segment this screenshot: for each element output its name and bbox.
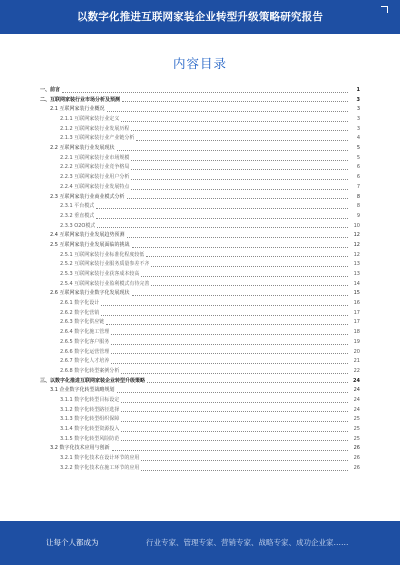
toc-leader-dots — [121, 440, 348, 441]
toc-entry-label: 2.4 互联网家装行业发展趋势预测 — [50, 232, 125, 239]
toc-entry[interactable] — [40, 260, 360, 270]
toc-title: 内容目录 — [172, 56, 227, 71]
toc-entry-label: 2.6.2 数字化营销 — [60, 309, 100, 316]
toc-entry-page: 9 — [356, 212, 360, 219]
toc-leader-dots — [111, 363, 348, 364]
toc-entry[interactable] — [40, 367, 360, 377]
toc-entry-page: 3 — [356, 116, 360, 123]
toc-leader-dots — [121, 421, 348, 422]
toc-entry[interactable] — [40, 173, 360, 183]
toc-entry-label: 3.1.5 数字化转型风险防范 — [60, 435, 120, 442]
toc-entry-page: 19 — [353, 338, 360, 345]
toc-leader-dots — [147, 382, 348, 383]
toc-entry-label: 2.1.2 互联网家装行业发展历程 — [60, 125, 130, 132]
toc-entry-label: 2.6.3 数字化供应链 — [60, 319, 105, 326]
toc-entry[interactable] — [40, 357, 360, 367]
toc-leader-dots — [141, 276, 348, 277]
report-header-bar — [0, 0, 400, 34]
toc-leader-dots — [101, 305, 348, 306]
toc-entry-page: 25 — [353, 426, 360, 433]
toc-entry-label: 2.1.1 互联网家装行业定义 — [60, 116, 120, 123]
toc-entry-label: 三、以数字化推进互联网家装企业转型升级策略 — [40, 377, 146, 384]
toc-entry-label: 2.2.1 互联网家装行业市场规模 — [60, 154, 130, 161]
toc-entry[interactable] — [40, 319, 360, 329]
toc-entry-label: 2.5.4 互联网家装行业盈利模式有待完善 — [60, 280, 150, 287]
toc-entry[interactable] — [40, 406, 360, 416]
footer-roles: 行业专家、管理专家、营销专家、战略专家、成功企业家…… — [146, 538, 349, 547]
toc-entry-page: 13 — [353, 261, 360, 268]
toc-leader-dots — [96, 218, 348, 219]
toc-leader-dots — [131, 160, 348, 161]
toc-entry-label: 3.1.3 数字化转型组织保障 — [60, 416, 120, 423]
toc-entry-label: 3.2 数字化技术应用与创新 — [50, 445, 110, 452]
toc-leader-dots — [96, 208, 348, 209]
toc-entry[interactable] — [40, 309, 360, 319]
toc-entry[interactable] — [40, 125, 360, 135]
table-of-contents — [40, 86, 360, 512]
toc-entry-page: 6 — [356, 164, 360, 171]
toc-leader-dots — [62, 92, 348, 93]
toc-entry[interactable] — [40, 183, 360, 193]
toc-entry-label: 2.1 互联网家装行业概况 — [50, 106, 105, 113]
toc-entry-page: 26 — [353, 464, 360, 471]
toc-entry[interactable] — [40, 115, 360, 125]
toc-entry-page: 5 — [356, 154, 360, 161]
toc-leader-dots — [101, 315, 348, 316]
toc-leader-dots — [151, 285, 348, 286]
toc-leader-dots — [117, 392, 348, 393]
toc-entry-page: 18 — [353, 329, 360, 336]
toc-entry[interactable] — [40, 134, 360, 144]
toc-entry-label: 一、前言 — [40, 86, 61, 93]
toc-entry[interactable] — [40, 251, 360, 261]
toc-entry[interactable] — [40, 280, 360, 290]
toc-leader-dots — [121, 373, 348, 374]
toc-entry[interactable] — [40, 105, 360, 115]
toc-leader-dots — [122, 101, 348, 102]
toc-leader-dots — [97, 227, 348, 228]
toc-entry-label: 2.2 互联网家装行业发展现状 — [50, 145, 115, 152]
toc-entry-page: 10 — [353, 222, 360, 229]
toc-leader-dots — [141, 460, 348, 461]
toc-entry-page: 24 — [353, 406, 360, 413]
report-title: 以数字化推进互联网家装企业转型升级策略研究报告 — [76, 11, 324, 23]
toc-entry[interactable] — [40, 289, 360, 299]
toc-entry-page: 8 — [356, 193, 360, 200]
toc-entry-label: 2.6.4 数字化施工管理 — [60, 329, 110, 336]
toc-entry[interactable] — [40, 444, 360, 454]
toc-entry-page: 8 — [356, 203, 360, 210]
toc-entry-label: 2.1.3 互联网家装行业产业链分析 — [60, 135, 135, 142]
toc-entry[interactable] — [40, 377, 360, 387]
toc-leader-dots — [131, 179, 348, 180]
toc-leader-dots — [121, 431, 348, 432]
toc-entry[interactable] — [40, 154, 360, 164]
toc-leader-dots — [112, 450, 348, 451]
toc-entry[interactable] — [40, 96, 360, 106]
toc-entry-label: 2.6 互联网家装行业数字化发展现状 — [50, 290, 130, 297]
toc-leader-dots — [131, 130, 348, 131]
toc-entry[interactable] — [40, 348, 360, 358]
toc-leader-dots — [106, 324, 348, 325]
toc-entry-page: 26 — [353, 445, 360, 452]
toc-leader-dots — [121, 402, 348, 403]
toc-entry-page: 20 — [353, 348, 360, 355]
toc-entry[interactable] — [40, 328, 360, 338]
toc-entry-label: 2.2.3 互联网家装行业用户分析 — [60, 174, 130, 181]
toc-leader-dots — [151, 266, 348, 267]
toc-leader-dots — [111, 353, 348, 354]
toc-entry-page: 3 — [356, 125, 360, 132]
toc-entry-label: 3.1.4 数字化转型资源投入 — [60, 426, 120, 433]
toc-leader-dots — [117, 150, 348, 151]
toc-entry-page: 16 — [353, 300, 360, 307]
toc-leader-dots — [131, 169, 348, 170]
toc-entry[interactable] — [40, 212, 360, 222]
toc-entry-label: 3.1.1 数字化转型目标设定 — [60, 396, 120, 403]
toc-entry-page: 22 — [353, 367, 360, 374]
toc-entry-label: 2.3 互联网家装行业商业模式分析 — [50, 193, 125, 200]
toc-leader-dots — [146, 256, 348, 257]
toc-leader-dots — [111, 344, 348, 345]
toc-entry[interactable] — [40, 435, 360, 445]
toc-entry-page: 26 — [353, 455, 360, 462]
toc-entry-label: 2.6.8 数字化转型案例分析 — [60, 367, 120, 374]
toc-entry-page: 13 — [353, 271, 360, 278]
toc-entry[interactable] — [40, 231, 360, 241]
toc-leader-dots — [132, 247, 348, 248]
toc-entry-label: 3.1.2 数字化转型路径选择 — [60, 406, 120, 413]
toc-leader-dots — [136, 140, 348, 141]
toc-entry[interactable] — [40, 396, 360, 406]
toc-entry[interactable] — [40, 164, 360, 174]
toc-entry-page: 21 — [353, 358, 360, 365]
toc-entry-page: 15 — [353, 290, 360, 297]
toc-leader-dots — [127, 198, 348, 199]
toc-entry-page: 12 — [353, 251, 360, 258]
toc-entry[interactable] — [40, 222, 360, 232]
toc-entry-page: 25 — [353, 416, 360, 423]
toc-entry-label: 2.5.1 互联网家装行业标准化程度较低 — [60, 251, 145, 258]
toc-entry[interactable] — [40, 299, 360, 309]
toc-entry-page: 7 — [356, 183, 360, 190]
toc-entry-page: 25 — [353, 435, 360, 442]
toc-leader-dots — [127, 237, 348, 238]
toc-entry-label: 2.6.5 数字化客户服务 — [60, 338, 110, 345]
toc-entry-page: 12 — [353, 241, 360, 248]
toc-entry-label: 2.6.1 数字化设计 — [60, 300, 100, 307]
toc-entry-page: 12 — [353, 232, 360, 239]
toc-entry-label: 3.2.1 数字化技术在设计环节的应用 — [60, 455, 140, 462]
toc-leader-dots — [111, 334, 348, 335]
toc-entry-label: 2.3.2 垂直模式 — [60, 212, 95, 219]
toc-entry-label: 二、互联网家装行业市场分析及预测 — [40, 96, 121, 103]
toc-entry[interactable] — [40, 202, 360, 212]
toc-entry-label: 2.6.6 数字化运营管理 — [60, 348, 110, 355]
toc-entry[interactable] — [40, 144, 360, 154]
toc-leader-dots — [132, 295, 348, 296]
toc-entry[interactable] — [40, 464, 360, 474]
toc-entry-label: 2.3.1 平台模式 — [60, 203, 95, 210]
toc-entry-label: 2.5.2 互联网家装行业服务质量参差不齐 — [60, 261, 150, 268]
toc-entry[interactable] — [40, 338, 360, 348]
toc-entry-page: 5 — [356, 145, 360, 152]
toc-entry-page: 24 — [353, 377, 360, 384]
toc-entry-label: 3.2.2 数字化技术在施工环节的应用 — [60, 464, 140, 471]
toc-entry[interactable] — [40, 193, 360, 203]
toc-entry[interactable] — [40, 241, 360, 251]
toc-entry-page: 17 — [353, 309, 360, 316]
toc-entry-label: 3.1 企业数字化转型战略规划 — [50, 387, 115, 394]
toc-entry-page: 24 — [353, 387, 360, 394]
toc-leader-dots — [107, 111, 348, 112]
toc-entry-page: 17 — [353, 319, 360, 326]
toc-entry[interactable] — [40, 270, 360, 280]
toc-entry[interactable] — [40, 86, 360, 96]
toc-leader-dots — [131, 189, 348, 190]
toc-entry-label: 2.6.7 数字化人才培养 — [60, 358, 110, 365]
toc-entry-label: 2.2.4 互联网家装行业发展特点 — [60, 183, 130, 190]
toc-entry-label: 2.5.3 互联网家装行业获客成本较高 — [60, 271, 140, 278]
report-footer-bar — [0, 521, 400, 565]
corner-mark-icon — [381, 6, 388, 13]
toc-entry[interactable] — [40, 415, 360, 425]
toc-entry-page: 14 — [353, 280, 360, 287]
toc-entry[interactable] — [40, 454, 360, 464]
toc-entry-page: 6 — [356, 174, 360, 181]
toc-leader-dots — [141, 470, 348, 471]
toc-entry-page: 24 — [353, 396, 360, 403]
toc-entry[interactable] — [40, 386, 360, 396]
toc-entry-page: 1 — [356, 86, 360, 93]
footer-slogan: 让每个人都成为 — [46, 538, 99, 547]
toc-entry-page: 4 — [356, 135, 360, 142]
toc-entry-page: 3 — [356, 106, 360, 113]
toc-entry-page: 3 — [356, 96, 360, 103]
toc-leader-dots — [121, 411, 348, 412]
toc-entry-label: 2.2.2 互联网家装行业竞争格局 — [60, 164, 130, 171]
toc-entry-label: 2.5 互联网家装行业发展面临的挑战 — [50, 241, 130, 248]
toc-entry[interactable] — [40, 425, 360, 435]
toc-leader-dots — [121, 121, 348, 122]
toc-entry-label: 2.3.3 O2O模式 — [60, 222, 96, 229]
